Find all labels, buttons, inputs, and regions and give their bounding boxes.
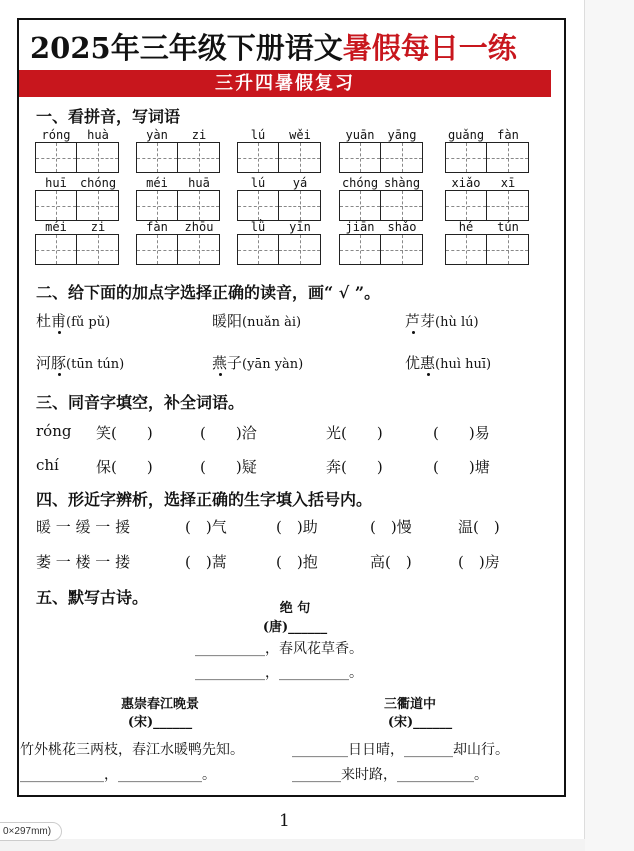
page-number: 1 [279,811,290,831]
writing-grid [136,190,220,221]
grid-cell [381,191,422,220]
pinyin-label: lú [250,176,266,190]
grid-cell [446,235,487,264]
similar-char-item: ( )房 [458,553,500,571]
pinyin-label: zhōu [184,220,214,234]
grid-cell [36,191,77,220]
writing-grid [237,234,321,265]
grid-cell [178,235,219,264]
pinyin-label: yāng [387,128,417,142]
similar-char-item: 温( ) [458,518,500,536]
writing-grid [339,234,423,265]
grid-cell [487,143,528,172]
pinyin-label: fàn [497,128,519,142]
grid-cell [137,143,178,172]
writing-grid [35,234,119,265]
similar-char-item: ( )助 [276,518,318,536]
pinyin-options: (fǔ pǔ) [66,315,111,330]
similar-char-item: ( )慢 [370,518,412,536]
pinyin-label: lú [250,128,266,142]
poem3-dynasty: (宋)______ [387,715,453,730]
dotted-char: 甫 [51,312,67,330]
pinyin-label: tún [497,220,519,234]
pronunciation-item [212,352,303,373]
poem1-line1: __________，春风花草香。 [195,641,363,657]
grid-cell [77,143,118,172]
section4-heading: 四、形近字辨析，选择正确的生字填入括号内。 [36,490,373,509]
grid-cell [446,143,487,172]
writing-grid [136,234,220,265]
grid-cell [279,143,320,172]
page-title: 2025年三年级下册语文暑假每日一练 [30,31,517,65]
grid-cell [178,191,219,220]
homophone-item: ( )疑 [200,458,257,476]
poem2-line1: 竹外桃花三两枝，春江水暖鸭先知。 [20,742,244,758]
writing-grid [35,142,119,173]
pinyin-label: guǎng [447,128,485,142]
pinyin-label: zi [90,220,106,234]
grid-cell [77,191,118,220]
section1-heading: 一、看拼音，写词语 [36,107,181,126]
pronunciation-item [36,310,110,331]
pinyin-label: shàng [383,176,421,190]
pinyin-label: lǜ [250,220,266,234]
grid-cell [238,235,279,264]
poem3-line2: _______来时路，___________。 [292,767,488,783]
pinyin-label: méi [146,176,168,190]
grid-cell [137,235,178,264]
similar-char-item: 高( ) [370,553,412,571]
writing-grid [445,190,529,221]
dotted-char: 惠 [420,354,436,372]
pinyin-options: (huì huī) [435,357,492,372]
section5-heading: 五、默写古诗。 [36,588,149,607]
poem2-line2: ____________，____________。 [20,767,216,783]
pinyin-label: hé [458,220,474,234]
poem2-dynasty: (宋)______ [127,715,193,730]
grid-cell [487,235,528,264]
homophone-item: 光( ) [326,424,383,442]
homophone-item: chí [36,456,59,474]
grid-cell [279,191,320,220]
pinyin-options: (hù lú) [435,315,479,330]
grid-cell [446,191,487,220]
writing-grid [445,142,529,173]
subtitle-banner: 三升四暑假复习 [19,70,551,97]
poem3-line1: ________日日晴，_______却山行。 [292,742,509,758]
section3-heading: 三、同音字填空，补全词语。 [36,393,245,412]
pinyin-label: fàn [146,220,168,234]
word-char: 暖 [212,312,228,330]
homophone-item: 笑( ) [96,424,153,442]
pinyin-label: méi [45,220,67,234]
writing-grid [339,142,423,173]
dotted-char: 芦 [405,312,421,330]
word-char: 河 [36,354,52,372]
word-char: 阳 [227,312,243,330]
grid-cell [381,235,422,264]
homophone-item: 奔( ) [326,458,383,476]
pinyin-label: xiǎo [451,176,481,190]
poem2-title: 惠崇春江晚景 [120,697,199,712]
writing-grid [136,142,220,173]
similar-char-item: 萎 一 楼 一 搂 [36,553,131,571]
poem1-title: 绝 句 [279,601,311,616]
word-char: 子 [227,354,243,372]
grid-cell [340,235,381,264]
similar-char-item: ( )气 [185,518,227,536]
pinyin-label: huà [87,128,109,142]
pinyin-options: (nuǎn ài) [242,315,302,330]
viewer-gutter [585,0,634,851]
writing-grid [237,190,321,221]
pinyin-options: (yān yàn) [242,357,304,372]
pronunciation-item [212,310,301,331]
grid-cell [340,143,381,172]
grid-cell [36,143,77,172]
grid-cell [381,143,422,172]
pinyin-options: (tūn tún) [66,357,125,372]
pronunciation-item [405,310,479,331]
grid-cell [178,143,219,172]
writing-grid [237,142,321,173]
section2-heading: 二、给下面的加点字选择正确的读音，画“ √ ”。 [36,283,381,302]
word-char: 芽 [420,312,436,330]
poem1-dynasty: (唐)______ [262,620,328,635]
poem3-title: 三衢道中 [383,697,436,712]
poem1-line2: __________，__________。 [195,665,363,681]
grid-cell [279,235,320,264]
pinyin-label: huī [45,176,67,190]
pinyin-label: chóng [341,176,379,190]
dotted-char: 燕 [212,354,228,372]
writing-grid [445,234,529,265]
writing-grid [35,190,119,221]
pinyin-label: shǎo [387,220,417,234]
page-size-tag: 0×297mm) [0,822,62,841]
pinyin-label: yá [292,176,308,190]
homophone-item: ( )洽 [200,424,257,442]
similar-char-item: 暖 一 缓 一 援 [36,518,131,536]
grid-cell [340,191,381,220]
dotted-char: 豚 [51,354,67,372]
pinyin-label: wěi [289,128,311,142]
grid-cell [36,235,77,264]
pronunciation-item [36,352,124,373]
homophone-item: róng [36,422,72,440]
pronunciation-item [405,352,491,373]
homophone-item: ( )塘 [433,458,490,476]
grid-cell [137,191,178,220]
grid-cell [238,191,279,220]
homophone-item: 保( ) [96,458,153,476]
pinyin-label: huā [188,176,210,190]
writing-grid [339,190,423,221]
word-char: 优 [405,354,421,372]
pinyin-label: zi [191,128,207,142]
homophone-item: ( )易 [433,424,490,442]
pinyin-label: chóng [79,176,117,190]
pinyin-label: xī [500,176,516,190]
similar-char-item: ( )蒿 [185,553,227,571]
similar-char-item: ( )抱 [276,553,318,571]
word-char: 杜 [36,312,52,330]
pinyin-label: yīn [289,220,311,234]
pinyin-label: yàn [146,128,168,142]
pinyin-label: jiān [345,220,375,234]
grid-cell [238,143,279,172]
title-highlight: 暑假每日一练 [342,31,517,65]
pinyin-label: róng [41,128,71,142]
grid-cell [487,191,528,220]
grid-cell [77,235,118,264]
pinyin-label: yuān [345,128,375,142]
